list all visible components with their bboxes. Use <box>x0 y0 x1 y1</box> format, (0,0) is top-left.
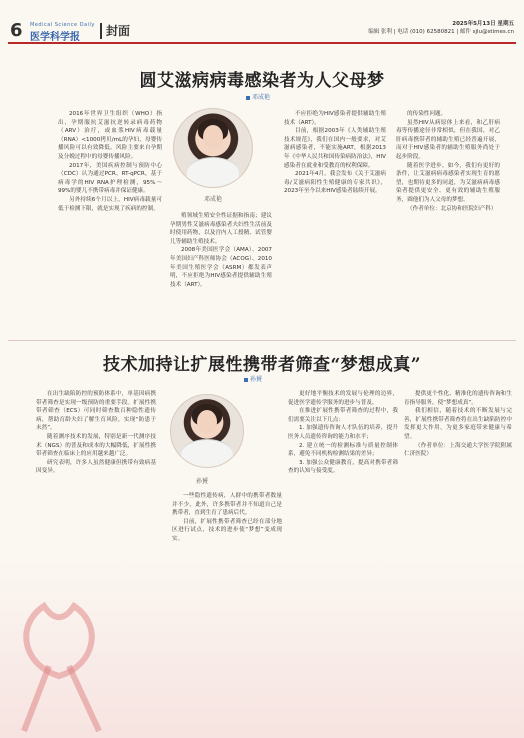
article2-column-2 <box>172 492 282 722</box>
ribbon-tail-left <box>24 666 49 731</box>
paragraph: 目前，根据2003年《人类辅助生殖技术规范》，我们在国内一般要求，对艾滋病感染者，不能实施ART，根据2013年《中华人民共和国传染病防治法》，HIV感染者在就业和受教育的权利保障。 <box>284 128 386 169</box>
paragraph: 2. 建立统一的检测标准与质量控制体系，避免不同机构检测结果的差异； <box>288 442 398 458</box>
paragraph: 一些隐性遗传病，人群中的携带者数量并不少。此外，许多携带者并不知道自己是携带者，直到生育了患病后代。 <box>172 493 282 517</box>
paragraph: 我们相信，随着技术的不断发展与完善，扩展性携带者筛查将在出生缺陷防控中发挥更大作用，为更多家庭带来健康与希望。 <box>404 408 512 440</box>
article1-column-3 <box>284 110 386 340</box>
masthead <box>30 22 95 43</box>
photo-face <box>197 410 217 434</box>
paragraph: 随着测序技术的发展，特别是新一代测序技术（NGS）的普及和成本的大幅降低，扩展性携带者筛查在临床上的应用越来越广泛。 <box>36 433 156 458</box>
paragraph: 2021年4月，我会发布《关于艾滋病毒/艾滋病阳性生殖健康的专家共识》，2023年至今以来HIV感染者陆续开展。 <box>284 171 386 195</box>
paragraph: 2017年，美国疾病控制与预防中心（CDC）认为通过PCR、RT-qPCR，基于病毒学的HIV RNA护理检测，95%～99%的婴儿不携带病毒并保证健康。 <box>58 162 162 195</box>
paragraph: 更好地平衡技术的发展与伦理的边界，促进医学遗传学服务的进步与普及。 <box>288 391 398 406</box>
paragraph: 随着医学进步，如今，我们有更好的条件，让艾滋病病毒感染者实现生育的愿望，也期待更多的同道，为艾滋病病毒感染者提供更安全、更有效的辅助生殖服务，圆他们为人父母的梦想。 <box>396 162 500 203</box>
paragraph: （作者单位：北京协和医院妇产科） <box>407 205 497 212</box>
issue-date: 2025年5月13日 星期五 <box>452 21 514 27</box>
byline-marker-icon <box>246 96 250 100</box>
paragraph: 在出生缺陷防控的预防体系中，单基因病携带者筛查是实现一级预防的重要手段。扩展性携带者筛查（ECS）可同时筛查数百种隐性遗传病，帮助育龄夫妇了解生育风险，实现“防患于未然”。 <box>36 391 156 432</box>
section-name: 封面 <box>106 24 131 38</box>
paragraph: 提供更个性化、精准化的遗传咨询和生育指导服务，使“梦想成真”。 <box>404 391 512 406</box>
paragraph: 2016年世界卫生组织（WHO）指出，孕期服抗艾滋抗逆转录病毒药物（ARV）治疗，或血浆HIV病毒载量（RNA）<1000拷贝/mL的孕妇，母婴传播风险可以有效降低。风险主要来自孕期及分娩过程中的母婴传播风险。 <box>58 111 162 160</box>
article1-author: 邓成艳 <box>252 94 271 101</box>
paragraph: 研究表明，许多人虽然健康但携带有致病基因变异。 <box>36 459 156 475</box>
article2-title: 技术加持让扩展性携带者筛查“梦想成真” <box>102 355 422 375</box>
article2-column-3 <box>288 390 398 652</box>
red-ribbon-decoration <box>4 596 114 736</box>
masthead-english: Medical Science Daily <box>30 22 95 28</box>
article2-author-photo <box>170 394 244 468</box>
masthead-chinese: 医学科学报 <box>30 32 80 43</box>
page-header <box>8 20 516 44</box>
article1-title: 圆艾滋病病毒感染者为人父母梦 <box>139 71 385 91</box>
section-divider <box>100 23 102 39</box>
photo-face <box>203 125 223 149</box>
article1-author-photo <box>173 108 253 188</box>
paragraph: 殖领域生殖安全性证据和指南；建议孕期男性艾滋病毒感染者夫妇性生活前及时使用药物，以及宫内人工授精、试管婴儿等辅助生殖技术。 <box>170 213 272 245</box>
paragraph: 虽然HIV从病原体上来看，和乙肝病毒等传播途径非常相似，但在我国，对乙肝病毒携带者的辅助生殖已经普遍开展，而对于HIV感染者的辅助生殖服务尚处于起步阶段。 <box>396 119 500 160</box>
paragraph: 的传染性问题。 <box>407 111 447 117</box>
article2-author: 孙贇 <box>250 376 263 383</box>
article2-column-1 <box>36 390 156 612</box>
article1-byline <box>246 92 270 101</box>
paragraph: 1. 加强遗传咨询人才队伍的培养，提升医务人员遗传咨询的能力和水平； <box>288 425 398 440</box>
paragraph: 2008年美国医学会（AMA）、2007年美国妇产科医师协会（ACOG）、2010年美国生殖医学会（ASRM）都发表声明，不应拒绝为HIV感染者提供辅助生殖技术（ART）。 <box>170 247 272 288</box>
article1-column-2 <box>170 212 272 340</box>
article1-photo-caption: 邓成艳 <box>204 196 223 203</box>
paragraph: 3. 加强公众健康教育，提高对携带者筛查的认知与接受度。 <box>288 459 398 475</box>
ribbon-tail-right <box>69 666 99 731</box>
page-number: 6 <box>10 20 23 41</box>
article1-column-4 <box>396 110 500 340</box>
byline-marker-icon <box>244 378 248 382</box>
header-info <box>368 20 514 36</box>
paragraph: （作者单位：上海交通大学医学院附属仁济医院） <box>404 442 512 458</box>
photo-coat <box>181 439 233 468</box>
article2-byline <box>244 374 262 383</box>
ribbon-shape <box>26 606 92 676</box>
paragraph: 不应拒绝为HIV感染者提供辅助生殖技术（ART）。 <box>284 111 386 126</box>
paragraph: 在推进扩展性携带者筛查的过程中，我们需要关注以下几点： <box>288 408 398 423</box>
article1-column-1 <box>58 110 162 340</box>
article-divider <box>8 340 516 341</box>
paragraph: 目前，扩展性携带者筛查已经在部分地区进行试点，技术的进步使“梦想”变成现实。 <box>172 518 282 542</box>
article2-column-4 <box>404 390 512 730</box>
photo-coat <box>187 157 239 188</box>
editor-line: 编辑 张利 | 电话 (010) 62580821 | 邮件 sjlu@stimes.cn <box>368 29 514 35</box>
paragraph: 另外持续6个月以上，HIV病毒载量可低于检测下限，就是实现了疾病的控制。 <box>58 196 162 212</box>
article2-photo-caption: 孙贇 <box>196 478 209 485</box>
